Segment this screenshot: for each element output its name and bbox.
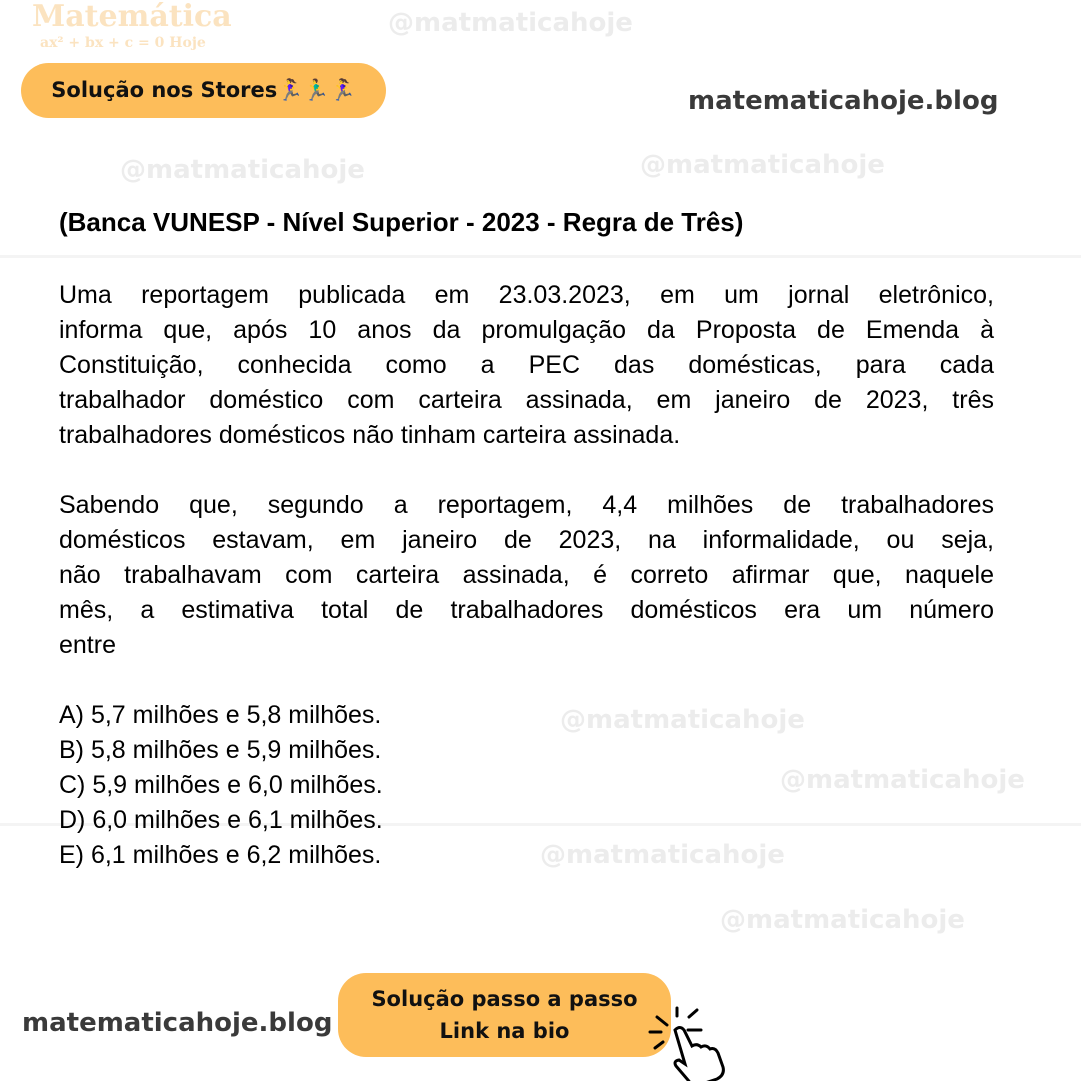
question-paragraph-2 xyxy=(59,488,994,663)
answer-options xyxy=(59,698,499,873)
logo-name: Matemática xyxy=(32,0,232,34)
watermark: @matmaticahoje xyxy=(560,705,805,735)
text-line: trabalhador doméstico com carteira assinada, em janeiro de 2023, três xyxy=(59,386,994,414)
divider xyxy=(0,255,1081,258)
option-a: A) 5,7 milhões e 5,8 milhões. xyxy=(59,701,382,729)
question-paragraph-1 xyxy=(59,278,994,453)
watermark: @matmaticahoje xyxy=(388,8,633,38)
pointing-hand-click-icon xyxy=(645,1000,730,1081)
text-line: Sabendo que, segundo a reportagem, 4,4 milhões de trabalhadores xyxy=(59,491,994,519)
option-b: B) 5,8 milhões e 5,9 milhões. xyxy=(59,736,382,764)
watermark: @matmaticahoje xyxy=(720,905,965,935)
button-line-1: Solução passo a passo xyxy=(371,987,638,1011)
text-line: não trabalhavam com carteira assinada, é correto afirmar que, naquele xyxy=(59,561,994,589)
logo xyxy=(2,0,232,52)
site-url-top: matematicahoje.blog xyxy=(688,86,999,116)
button-line-2: Link na bio xyxy=(439,1019,570,1043)
step-by-step-solution-button[interactable] xyxy=(338,973,671,1057)
site-url-bottom: matematicahoje.blog xyxy=(22,1008,333,1038)
watermark: @matmaticahoje xyxy=(640,150,885,180)
logo-formula: ax² + bx + c = 0 xyxy=(40,35,165,51)
watermark: @matmaticahoje xyxy=(780,765,1025,795)
text-line: domésticos estavam, em janeiro de 2023, na informalidade, ou seja, xyxy=(59,526,994,554)
text-line: informa que, após 10 anos da promulgação da Proposta de Emenda à xyxy=(59,316,994,344)
text-line: mês, a estimativa total de trabalhadores domésticos era um número xyxy=(59,596,994,624)
watermark: @matmaticahoje xyxy=(540,840,785,870)
question-title: (Banca VUNESP - Nível Superior - 2023 - Regra de Três) xyxy=(59,207,744,237)
option-d: D) 6,0 milhões e 6,1 milhões. xyxy=(59,806,383,834)
text-line: trabalhadores domésticos não tinham carteira assinada. xyxy=(59,421,681,449)
option-e: E) 6,1 milhões e 6,2 milhões. xyxy=(59,841,382,869)
logo-sub: Hoje xyxy=(169,35,206,51)
option-c: C) 5,9 milhões e 6,0 milhões. xyxy=(59,771,383,799)
text-line: Uma reportagem publicada em 23.03.2023, em um jornal eletrônico, xyxy=(59,281,994,309)
text-line: Constituição, conhecida como a PEC das domésticas, para cada xyxy=(59,351,994,379)
watermark: @matmaticahoje xyxy=(120,155,365,185)
stores-solution-button[interactable]: Solução nos Stores🏃‍♀️🏃‍♂️🏃‍♀️ xyxy=(21,63,386,118)
text-line: entre xyxy=(59,631,116,659)
